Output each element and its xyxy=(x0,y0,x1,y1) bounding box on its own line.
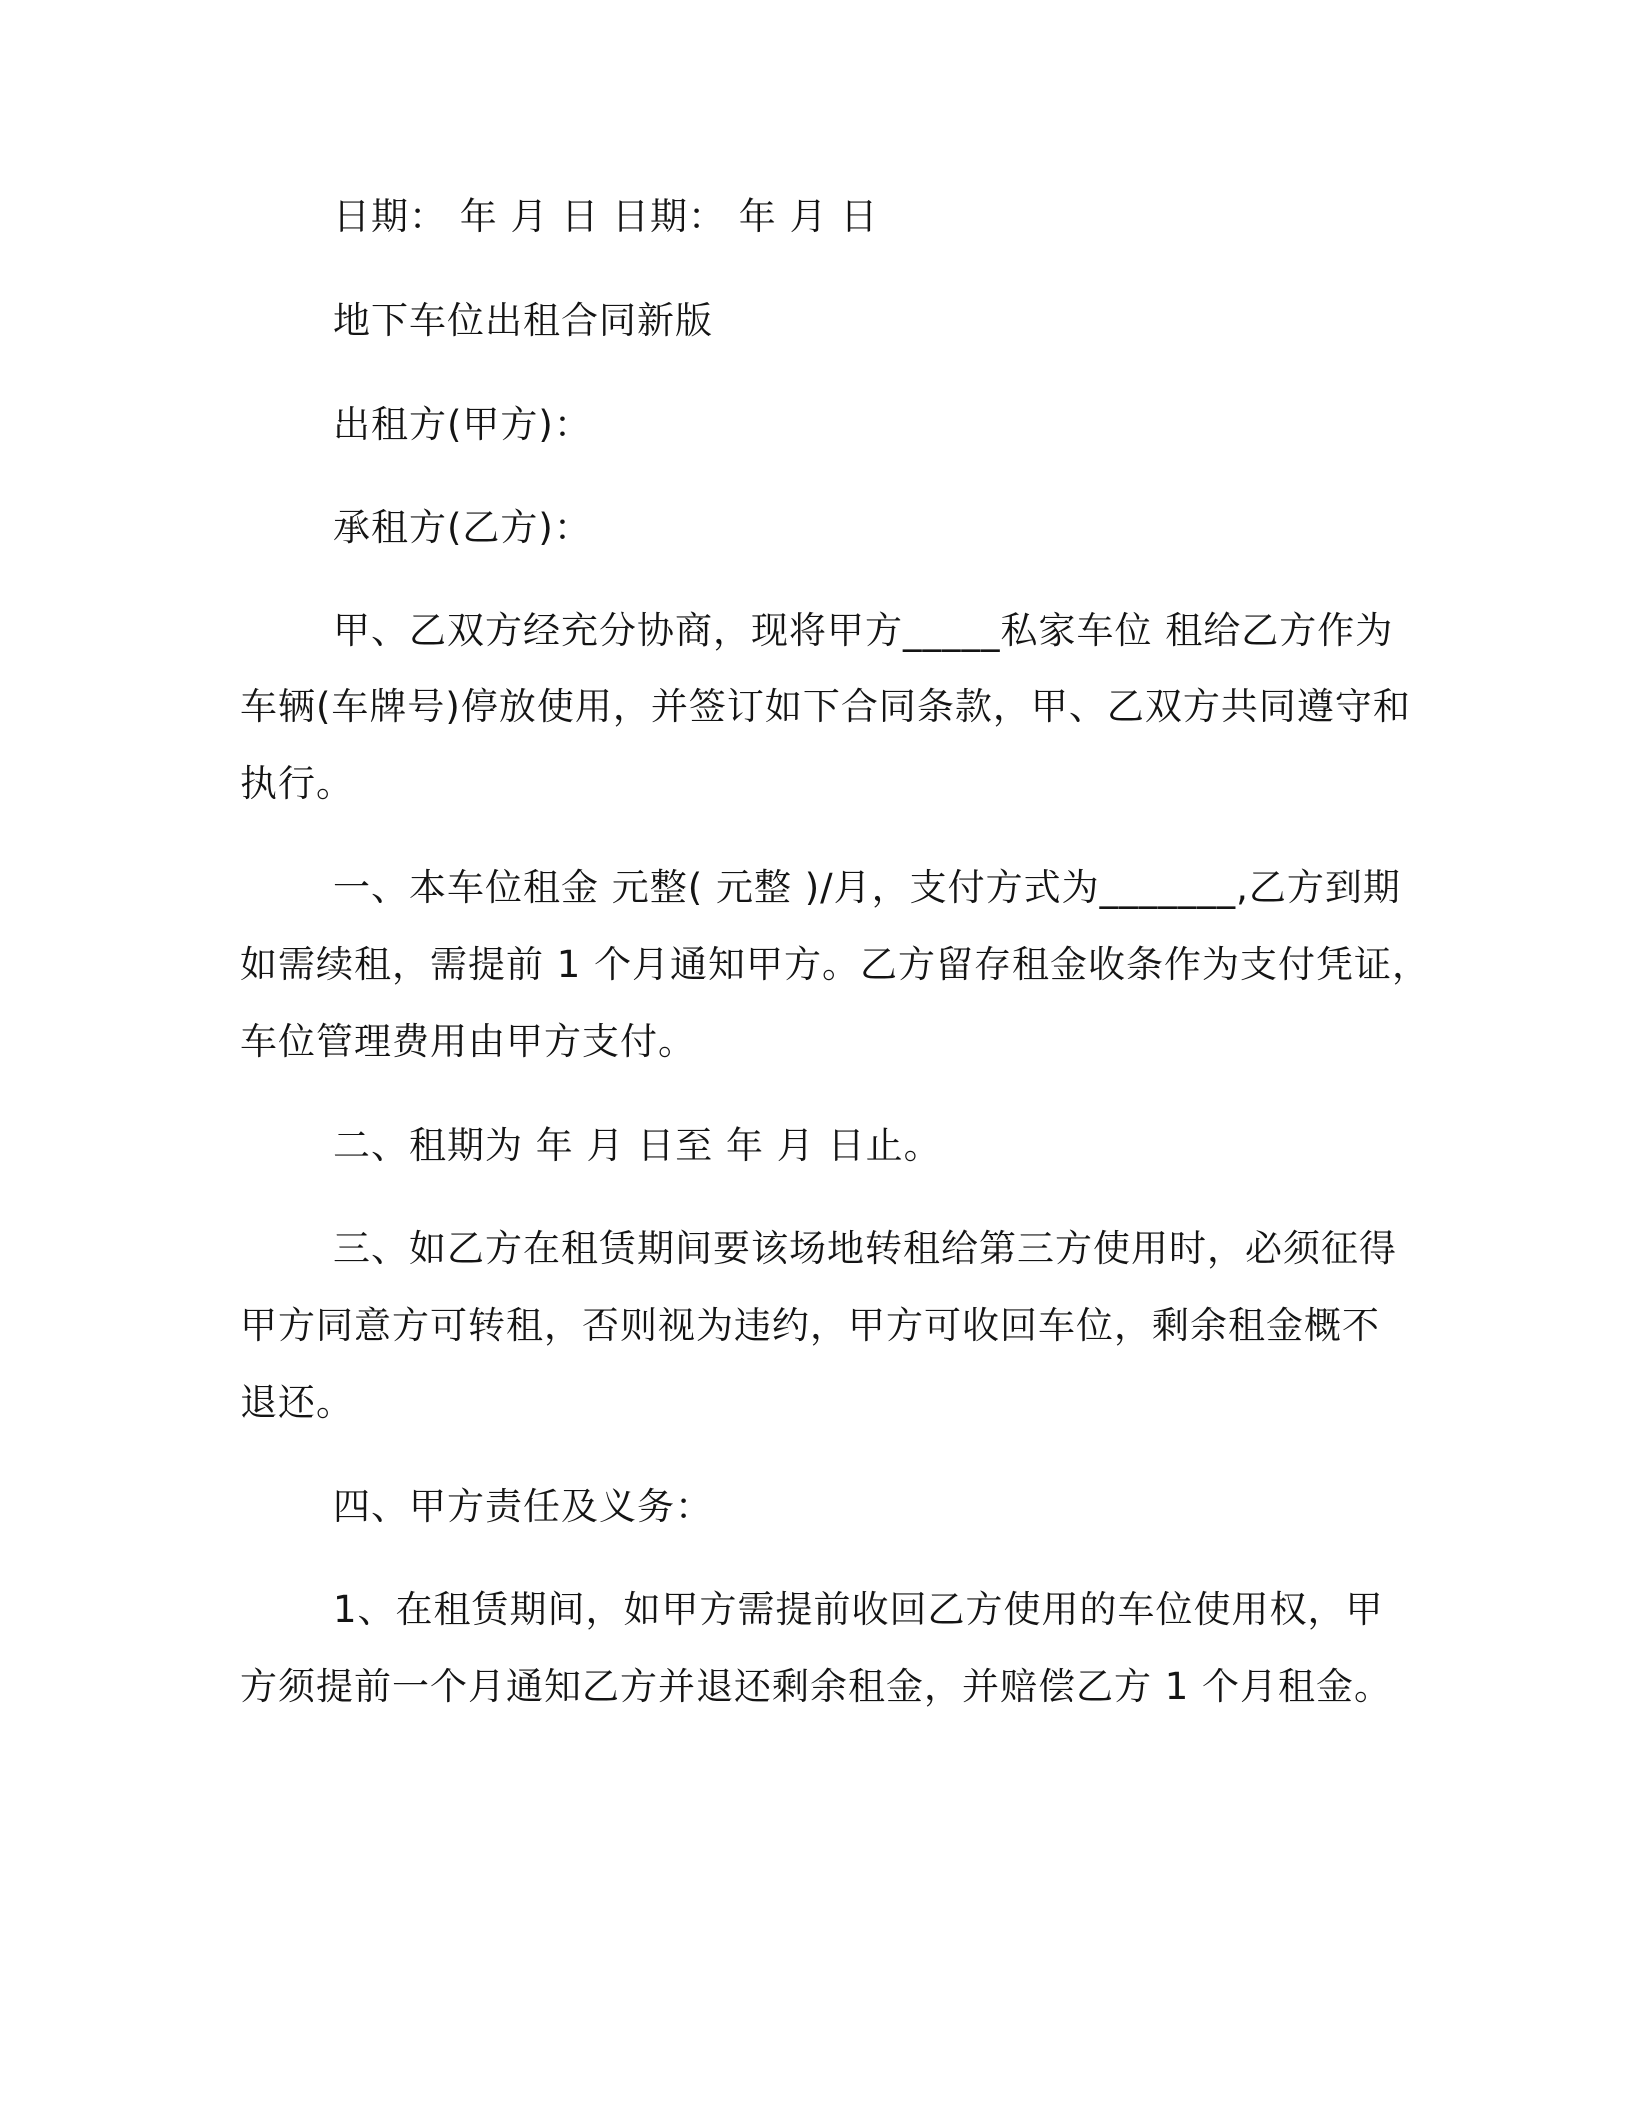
clause-1-line: 一、本车位租金 元整( 元整 )/月，支付方式为_______,乙方到期 xyxy=(333,866,1401,909)
clause-3-line: 三、如乙方在租赁期间要该场地转租给第三方使用时，必须征得 xyxy=(333,1227,1397,1270)
intro-line: 执行。 xyxy=(240,762,354,805)
clause-1-line: 车位管理费用由甲方支付。 xyxy=(240,1020,696,1063)
clause-4-item-1-line: 1、在租赁期间，如甲方需提前收回乙方使用的车位使用权，甲 xyxy=(333,1588,1384,1631)
clause-1-line: 如需续租，需提前 1 个月通知甲方。乙方留存租金收条作为支付凭证， xyxy=(240,943,1431,986)
intro-line: 车辆(车牌号)停放使用，并签订如下合同条款，甲、乙双方共同遵守和 xyxy=(240,685,1411,728)
clause-2-paragraph: 二、租期为 年 月 日至 年 月 日止。 xyxy=(333,1124,942,1167)
clause-4-heading: 四、甲方责任及义务： xyxy=(333,1485,713,1528)
lessee-label: 承租方(乙方)： xyxy=(333,506,592,549)
date-line: 日期： 年 月 日 日期： 年 月 日 xyxy=(333,195,879,238)
clause-4-item-1-line: 方须提前一个月通知乙方并退还剩余租金，并赔偿乙方 1 个月租金。 xyxy=(240,1665,1393,1708)
document-title: 地下车位出租合同新版 xyxy=(333,299,713,342)
lessor-label: 出租方(甲方)： xyxy=(333,403,592,446)
clause-3-line: 退还。 xyxy=(240,1381,354,1424)
clause-3-line: 甲方同意方可转租，否则视为违约，甲方可收回车位，剩余租金概不 xyxy=(240,1304,1380,1347)
intro-line: 甲、乙双方经充分协商，现将甲方_____私家车位 租给乙方作为 xyxy=(333,609,1394,652)
